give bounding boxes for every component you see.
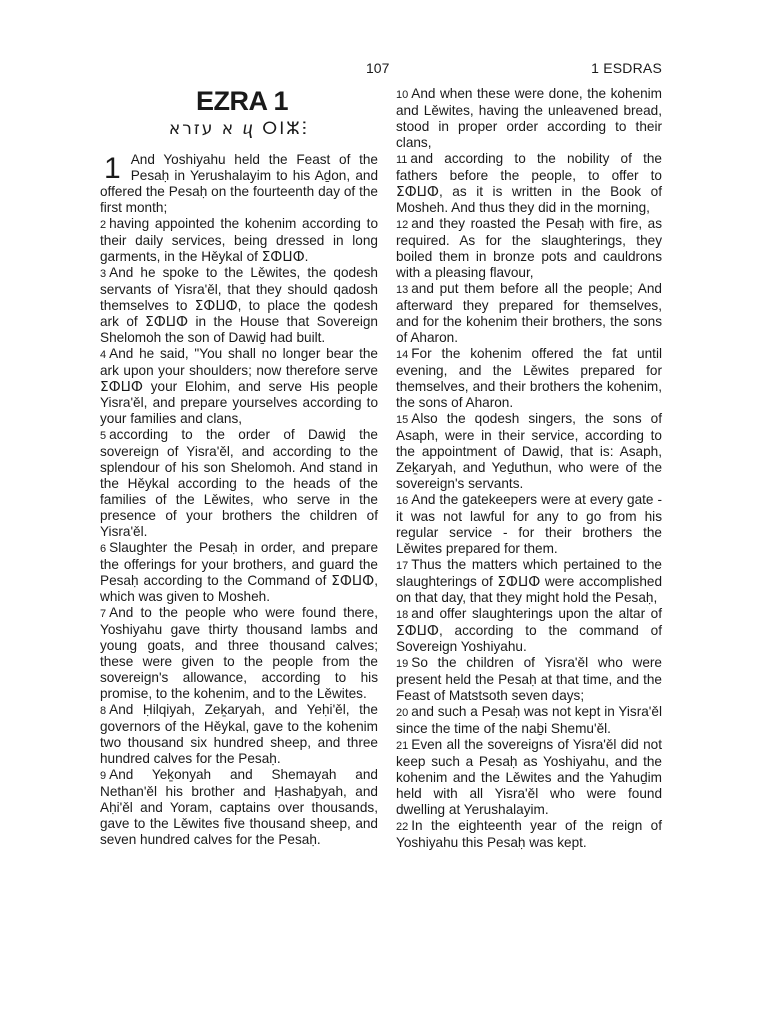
verse-text: And Yoshiyahu held the Feast of the Pesaḥ in Yerushalayim to his Aḏon, and offered the Pesaḥ on the fourteenth day of the first month; <box>100 152 378 215</box>
verse-5 <box>100 427 378 540</box>
verse-number: 18 <box>396 609 409 621</box>
verse-number: 16 <box>396 495 409 507</box>
verse-text: In the eighteenth year of the reign of Yoshiyahu this Pesaḥ was kept. <box>396 818 662 850</box>
verse-number: 17 <box>396 560 409 572</box>
verse-number: 10 <box>396 89 409 101</box>
verse-11 <box>396 151 662 216</box>
verse-text: Slaughter the Pesaḥ in order, and prepare the offerings for your brothers, and guard the Pesaḥ according to the Command of ⵉⵀⵡⵀ, which was given to Mosheh. <box>100 540 378 604</box>
verse-text: For the kohenim offered the fat until evening, and the Lěwites prepared for themselves, and their brothers the kohenim, the sons of Aharon. <box>396 346 662 410</box>
verse-number: 21 <box>396 740 409 752</box>
verse-text: And when these were done, the kohenim and Lěwites, having the unleavened bread, stood in proper order according to their clans, <box>396 86 662 150</box>
verse-text: And Yeḵonyah and Shemayah and Nethan'ěl his brother and Ḥashaḇyah, and Aḥi'ěl and Yoram, captains over thousands, gave to the Lěwites five thousand sheep, and seven hundred calves for the Pesaḥ. <box>100 767 378 847</box>
verse-3 <box>100 265 378 346</box>
book-name: 1 ESDRAS <box>591 60 662 76</box>
verse-15 <box>396 411 662 492</box>
verse-number: 4 <box>100 349 107 361</box>
verse-number: 20 <box>396 707 409 719</box>
verse-17 <box>396 557 662 606</box>
verse-number: 12 <box>396 219 409 231</box>
verse-number: 5 <box>100 430 107 442</box>
verse-text: So the children of Yisra'ěl who were present held the Pesaḥ at that time, and the Feast of Matstsoth seven days; <box>396 655 662 703</box>
verse-1 <box>100 152 378 216</box>
verse-text: having appointed the kohenim according to their daily services, being dressed in long garments, in the Hěykal of ⵉⵀⵡⵀ. <box>100 216 378 264</box>
left-column <box>100 86 378 848</box>
verse-text: And he spoke to the Lěwites, the qodesh servants of Yisra'ěl, that they should qadosh themselves to ⵉⵀⵡⵀ, to place the qodesh ark of ⵉⵀⵡⵀ in the House that Sovereign Shelomoh the son of Dawiḏ had built. <box>100 265 378 345</box>
chapter-title-script: א עזרא ⴗ ⵔⵏⵣⵗ <box>168 119 310 139</box>
verse-number: 11 <box>396 154 408 166</box>
verse-number: 8 <box>100 705 107 717</box>
verse-text: according to the order of Dawiḏ the sovereign of Yisra'ěl, and according to the splendour of his son Shelomoh. And stand in the Hěykal according to the heads of the families of the Lěwites, who serve in the presence of your brothers the children of Yisra'ěl. <box>100 427 378 539</box>
verse-9 <box>100 767 378 848</box>
verse-number: 3 <box>100 268 107 280</box>
verse-number: 6 <box>100 543 107 555</box>
right-column <box>396 86 662 851</box>
verse-20 <box>396 704 662 737</box>
verse-text: and such a Pesaḥ was not kept in Yisra'ěl since the time of the naḇi Shemu'ěl. <box>396 704 662 736</box>
verse-text: Also the qodesh singers, the sons of Asaph, were in their service, according to the appointment of Dawiḏ, that is: Asaph, Zeḵaryah, and Yeḏuthun, who were of the sovereign's servants. <box>396 411 662 491</box>
verse-number: 9 <box>100 770 107 782</box>
verse-text: And Ḥilqiyah, Zeḵaryah, and Yeḥi'ěl, the governors of the Hěykal, gave to the kohenim two thousand six hundred sheep, and three hundred calves for the Pesaḥ. <box>100 702 378 766</box>
verse-text: and they roasted the Pesaḥ with fire, as required. As for the slaughterings, they boiled them in bronze pots and cauldrons with a pleasing flavour, <box>396 216 662 280</box>
verse-number: 14 <box>396 349 409 361</box>
verse-14 <box>396 346 662 411</box>
verse-number: 13 <box>396 284 409 296</box>
verse-7 <box>100 605 378 702</box>
verse-text: And to the people who were found there, Yoshiyahu gave thirty thousand lambs and young goats, and three thousand calves; these were given to the people from the sovereign's allowance, according to his promise, to the kohenim, and to the Lěwites. <box>100 605 378 701</box>
verse-number-dropcap: 1 <box>104 152 121 185</box>
verse-21 <box>396 737 662 818</box>
verse-18 <box>396 606 662 655</box>
verse-number: 19 <box>396 658 409 670</box>
verse-number: 2 <box>100 219 107 231</box>
verse-text: And he said, "You shall no longer bear the ark upon your shoulders; now therefore serve ⵉⵀⵡⵀ your Elohim, and serve His people Yisra'ěl, and prepare yourselves according to your families and clans, <box>100 346 378 426</box>
verse-8 <box>100 702 378 767</box>
verse-text: And the gatekeepers were at every gate - it was not lawful for any to go from his regular service - for their brothers the Lěwites prepared for them. <box>396 492 662 556</box>
chapter-title: EZRA 1 <box>195 86 288 116</box>
verse-text: and offer slaughterings upon the altar of ⵉⵀⵡⵀ, according to the command of Sovereign Yoshiyahu. <box>396 606 662 654</box>
page-number: 107 <box>366 60 390 76</box>
verse-4 <box>100 346 378 427</box>
verse-number: 7 <box>100 608 107 620</box>
verse-16 <box>396 492 662 557</box>
verse-19 <box>396 655 662 704</box>
verse-13 <box>396 281 662 346</box>
verse-text: and according to the nobility of the fathers before the people, to offer to ⵉⵀⵡⵀ, as it is written in the Book of Mosheh. And thus they did in the morning, <box>396 151 662 215</box>
verse-number: 22 <box>396 821 409 833</box>
verse-2 <box>100 216 378 265</box>
verse-text: Thus the matters which pertained to the slaughterings of ⵉⵀⵡⵀ were accomplished on that day, that they might hold the Pesaḥ, <box>396 557 662 605</box>
verse-6 <box>100 540 378 605</box>
verse-text: Even all the sovereigns of Yisra'ěl did not keep such a Pesaḥ as Yoshiyahu, and the kohenim and the Lěwites and the Yahuḏim held with all Yisra'ěl who were found dwelling at Yerushalayim. <box>396 737 662 817</box>
verse-12 <box>396 216 662 281</box>
verse-22 <box>396 818 662 851</box>
verse-10 <box>396 86 662 151</box>
verse-number: 15 <box>396 414 409 426</box>
verse-text: and put them before all the people; And afterward they prepared for themselves, and for the kohenim their brothers, the sons of Aharon. <box>396 281 662 345</box>
